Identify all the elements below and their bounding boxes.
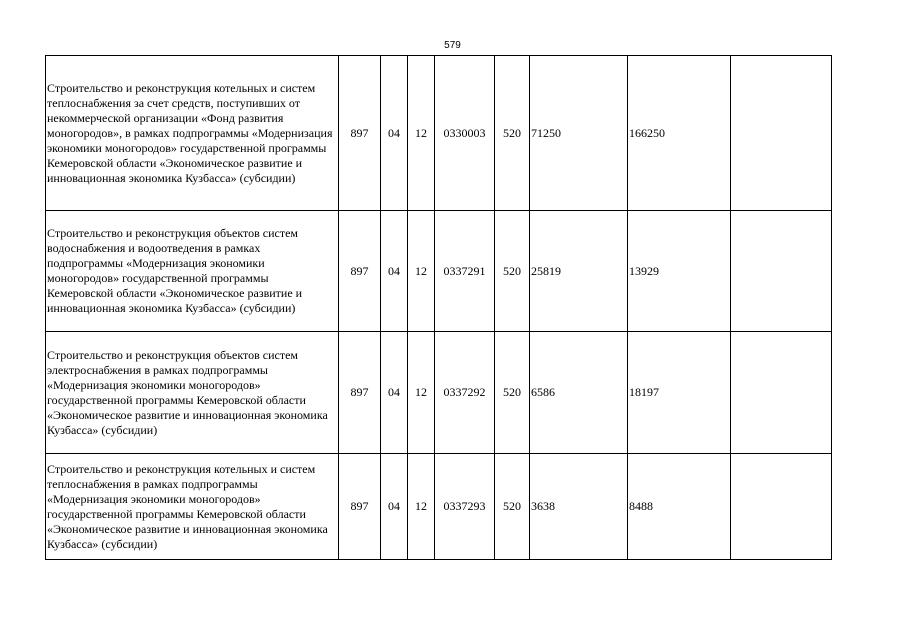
row-name: Строительство и реконструкция котельных и систем теплоснабжения в рамках подпрограммы «Модернизация экономики моногородов» государственной программы Кемеровской области «Экономическое развитие и инновационная экономика Кузбасса» (субсидии) xyxy=(46,454,339,560)
row-section-code: 04 xyxy=(381,454,408,560)
row-subsection-code: 12 xyxy=(408,56,435,211)
row-ministry-code: 897 xyxy=(339,454,381,560)
row-expense-type-code: 520 xyxy=(495,454,530,560)
row-ministry-code: 897 xyxy=(339,332,381,454)
table-row xyxy=(46,332,832,454)
row-expense-type-code: 520 xyxy=(495,211,530,332)
row-name: Строительство и реконструкция котельных и систем теплоснабжения за счет средств, поступивших от некоммерческой организации «Фонд развития моногородов», в рамках подпрограммы «Модернизация экономики моногородов» государственной программы Кемеровской области «Экономическое развитие и инновационная экономика Кузбасса» (субсидии) xyxy=(46,56,339,211)
row-sum-3 xyxy=(731,454,832,560)
row-target-code: 0337293 xyxy=(435,454,495,560)
row-section-code: 04 xyxy=(381,56,408,211)
row-target-code: 0337291 xyxy=(435,211,495,332)
table-row xyxy=(46,211,832,332)
row-sum-1: 71250 xyxy=(530,56,628,211)
row-expense-type-code: 520 xyxy=(495,332,530,454)
row-sum-2: 166250 xyxy=(628,56,731,211)
row-sum-3 xyxy=(731,211,832,332)
row-section-code: 04 xyxy=(381,332,408,454)
row-sum-1: 3638 xyxy=(530,454,628,560)
row-subsection-code: 12 xyxy=(408,211,435,332)
table-row xyxy=(46,56,832,211)
row-sum-2: 8488 xyxy=(628,454,731,560)
row-sum-3 xyxy=(731,332,832,454)
row-expense-type-code: 520 xyxy=(495,56,530,211)
row-sum-3 xyxy=(731,56,832,211)
row-sum-2: 18197 xyxy=(628,332,731,454)
budget-table xyxy=(45,55,832,560)
table-row xyxy=(46,454,832,560)
row-target-code: 0330003 xyxy=(435,56,495,211)
row-target-code: 0337292 xyxy=(435,332,495,454)
page-number: 579 xyxy=(444,40,461,51)
row-ministry-code: 897 xyxy=(339,56,381,211)
row-section-code: 04 xyxy=(381,211,408,332)
row-sum-1: 6586 xyxy=(530,332,628,454)
row-name: Строительство и реконструкция объектов систем водоснабжения и водоотведения в рамках подпрограммы «Модернизация экономики моногородов» государственной программы Кемеровской области «Экономическое развитие и инновационная экономика Кузбасса» (субсидии) xyxy=(46,211,339,332)
row-subsection-code: 12 xyxy=(408,332,435,454)
row-sum-1: 25819 xyxy=(530,211,628,332)
row-sum-2: 13929 xyxy=(628,211,731,332)
row-ministry-code: 897 xyxy=(339,211,381,332)
row-subsection-code: 12 xyxy=(408,454,435,560)
row-name: Строительство и реконструкция объектов систем электроснабжения в рамках подпрограммы «Модернизация экономики моногородов» государственной программы Кемеровской области «Экономическое развитие и инновационная экономика Кузбасса» (субсидии) xyxy=(46,332,339,454)
